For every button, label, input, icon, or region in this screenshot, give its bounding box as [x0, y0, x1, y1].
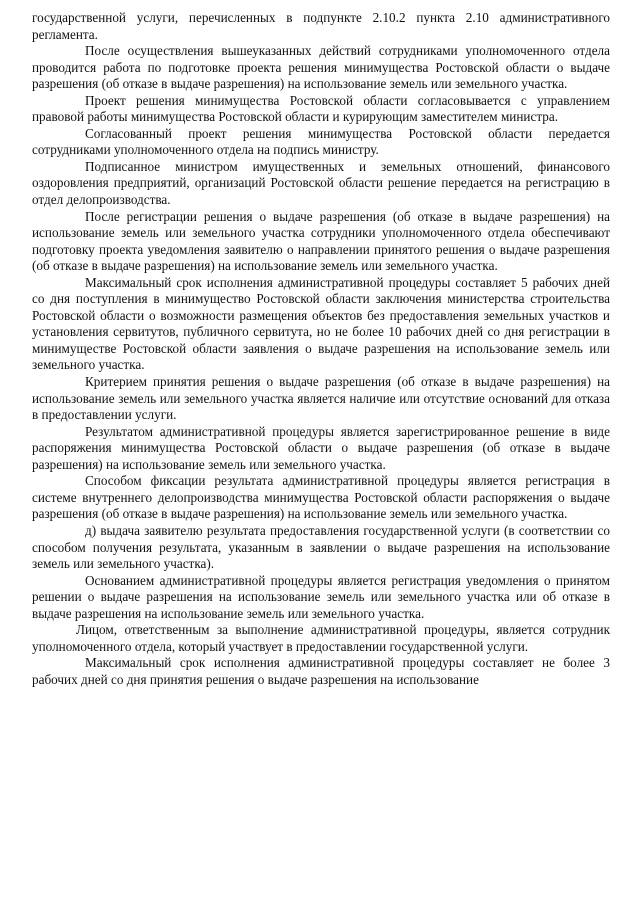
paragraph-14: Максимальный срок исполнения административной процедуры составляет не более 3 рабочих дней со дня принятия решения о выдаче разрешения на использование [32, 655, 610, 687]
paragraph-1: государственной услуги, перечисленных в подпункте 2.10.2 пункта 2.10 административного регламента. [32, 10, 610, 42]
paragraph-5: Подписанное министром имущественных и земельных отношений, финансового оздоровления предприятий, организаций Ростовской области решение передается на регистрацию в отдел делопроизводства. [32, 158, 610, 208]
paragraph-11: д) выдача заявителю результата предоставления государственной услуги (в соответствии со способом получения результата, указанным в заявлении о выдаче разрешения на использование земель или земельного участка). [32, 522, 610, 572]
paragraph-2: После осуществления вышеуказанных действий сотрудниками уполномоченного отдела проводится работа по подготовке проекта решения минимущества Ростовской области о выдаче разрешения (об отказе в выдаче разрешения) на использование земель или земельного участка. [32, 43, 610, 92]
paragraph-9: Результатом административной процедуры является зарегистрированное решение в виде распоряжения минимущества Ростовской области о выдаче разрешения (об отказе в выдаче разрешения) на использование земель или земельного участка. [32, 423, 610, 472]
paragraph-3: Проект решения минимущества Ростовской области согласовывается с управлением правовой работы минимущества Ростовской области и курирующим заместителем министра. [32, 92, 610, 125]
paragraph-6: После регистрации решения о выдаче разрешения (об отказе в выдаче разрешения) на использование земель или земельного участка сотрудники уполномоченного отдела обеспечивают подготовку проекта уведомления заявителю о направлении принятого решения о выдаче разрешения (об отказе в выдаче разрешения) на использование земель или земельного участка. [32, 208, 610, 274]
document-page [32, 10, 610, 688]
paragraph-13: Лицом, ответственным за выполнение административной процедуры, является сотрудник уполномоченного отдела, который участвует в предоставлении государственной услуги. [32, 622, 610, 654]
paragraph-7: Максимальный срок исполнения административной процедуры составляет 5 рабочих дней со дня поступления в минимущество Ростовской области заключения министерства строительства Ростовской области о возможности размещения объектов без предоставления земельных участков и установления сервитутов, публичного сервитута, но не более 10 рабочих дней со дня регистрации в минимуществе Ростовской области заявления о выдаче разрешения на использование земель или земельного участка. [32, 274, 610, 373]
paragraph-10: Способом фиксации результата административной процедуры является регистрация в системе внутреннего делопроизводства минимущества Ростовской области распоряжения о выдаче разрешения (об отказе в выдаче разрешения) на использование земель или земельного участка. [32, 473, 610, 522]
paragraph-8: Критерием принятия решения о выдаче разрешения (об отказе в выдаче разрешения) на использование земель или земельного участка является наличие или отсутствие оснований для отказа в предоставлении услуги. [32, 374, 610, 423]
paragraph-4: Согласованный проект решения минимущества Ростовской области передается сотрудниками уполномоченного отдела на подпись министру. [32, 125, 610, 158]
paragraph-12: Основанием административной процедуры является регистрация уведомления о принятом решении о выдаче разрешения на использование земель или земельного участка или об отказе в выдаче разрешения на использование земель или земельного участка. [32, 572, 610, 621]
